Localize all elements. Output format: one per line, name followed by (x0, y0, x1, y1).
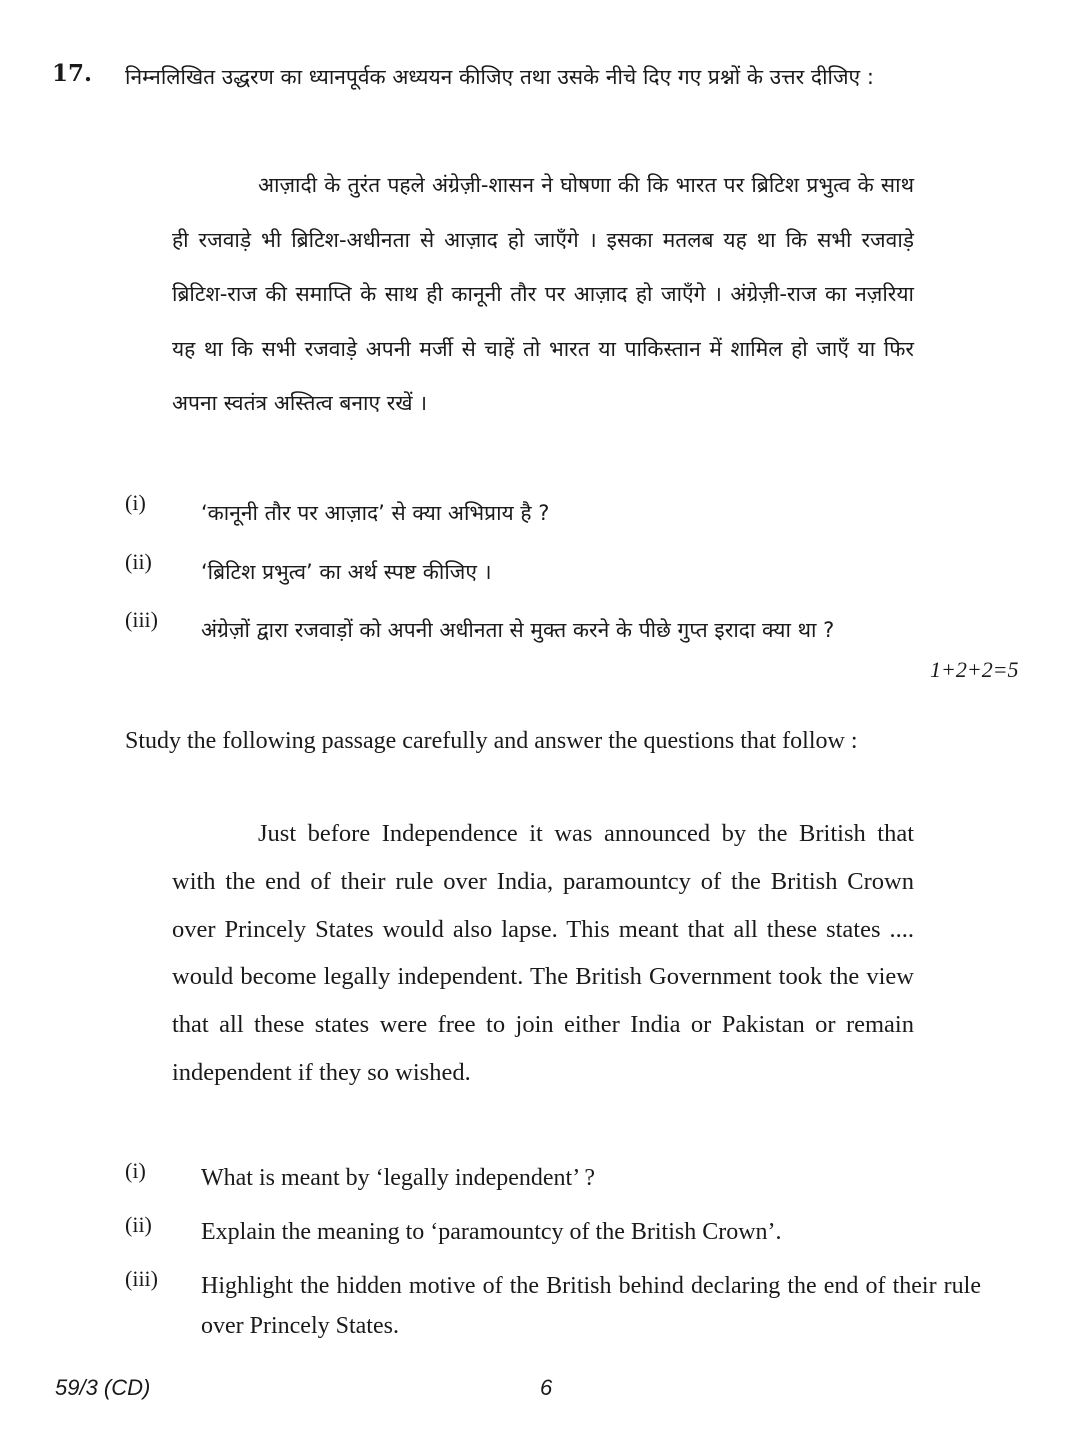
subquestion-text: Explain the meaning to ‘paramountcy of the British Crown’. (201, 1219, 782, 1245)
subquestion-label: (i) (125, 1158, 146, 1183)
subquestion-label: (iii) (125, 1266, 158, 1291)
marks-allocation: 1+2+2=5 (930, 657, 1019, 682)
subquestion-text: What is meant by ‘legally independent’ ? (201, 1165, 596, 1191)
subquestion-text: अंग्रेज़ों द्वारा रजवाड़ों को अपनी अधीनता से मुक्त करने के पीछे गुप्त इरादा क्या था ? (201, 618, 835, 642)
subquestion-label: (iii) (125, 607, 158, 632)
subquestion-label: (ii) (125, 549, 152, 574)
subquestion-label: (ii) (125, 1212, 152, 1237)
subquestion-text: ‘कानूनी तौर पर आज़ाद’ से क्या अभिप्राय है ? (201, 501, 550, 525)
english-instruction: Study the following passage carefully and answer the questions that follow : (125, 728, 858, 754)
hindi-instruction: निम्नलिखित उद्धरण का ध्यानपूर्वक अध्ययन कीजिए तथा उसके नीचे दिए गए प्रश्नों के उत्तर दीजिए : (125, 65, 874, 89)
hindi-passage: आज़ादी के तुरंत पहले अंग्रेज़ी-शासन ने घोषणा की कि भारत पर ब्रिटिश प्रभुत्व के साथ ही रजवाड़े भी ब्रिटिश-अधीनता से आज़ाद हो जाएँगे । इसका मतलब यह था कि सभी रजवाड़े ब्रिटिश-राज की समाप्ति के साथ ही कानूनी तौर पर आज़ाद हो जाएँगे । अंग्रेज़ी-राज का नज़रिया यह था कि सभी रजवाड़े अपनी मर्जी से चाहें तो भारत या पाकिस्तान में शामिल हो जाएँ या फिर अपना स्वतंत्र अस्तित्व बनाए रखें । (172, 173, 914, 415)
subquestion-text: Highlight the hidden motive of the British behind declaring the end of their rule over Princely States. (201, 1273, 981, 1339)
subquestion-text: ‘ब्रिटिश प्रभुत्व’ का अर्थ स्पष्ट कीजिए । (201, 560, 492, 584)
subquestion-label: (i) (125, 490, 146, 515)
page-number: 6 (540, 1375, 553, 1400)
paper-code: 59/3 (CD) (55, 1375, 151, 1400)
english-passage: Just before Independence it was announced by the British that with the end of their rule over India, paramountcy of the British Crown over Princely States would also lapse. This meant that all these states .... would become legally independent. The British Government took the view that all these states were free to join either India or Pakistan or remain independent if they so wished. (172, 820, 914, 1086)
question-number: 17. (52, 60, 93, 87)
